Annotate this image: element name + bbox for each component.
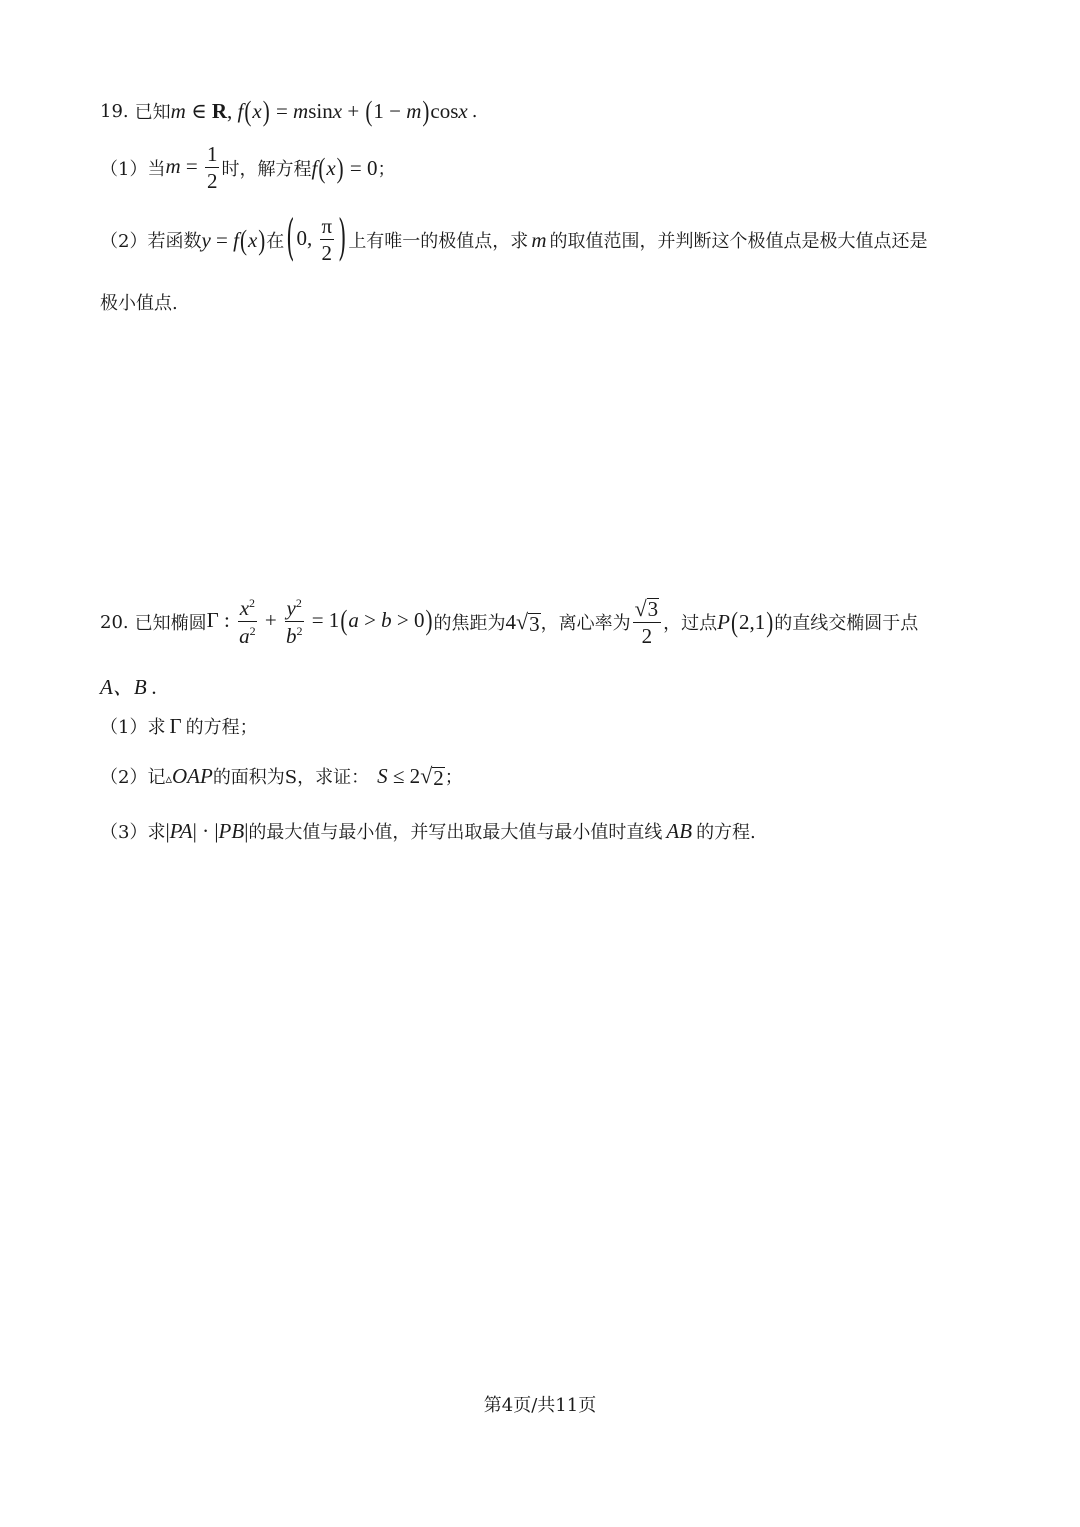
q19-statement (100, 96, 477, 126)
q19-p2-interval: (0, $\frac{\pi}{2}$ ) (286, 210, 347, 266)
q20-product: |PA| · |PB| (165, 818, 249, 843)
q20-gamma: Γ (169, 713, 182, 738)
q20-p1-end: 的方程； (185, 717, 258, 738)
q20-part3 (100, 816, 756, 846)
q20-triangle-oap: ▵OAP (165, 763, 213, 788)
q19-p2-line2: 极小值点. (100, 293, 178, 314)
q20-ecc-value: √ 3 2 (631, 598, 664, 647)
q20-p3-mid: 的最大值与最小值，并写出取最大值与最小值时直线 (248, 822, 663, 843)
q20-line2 (100, 672, 157, 700)
q19-p2-function: y = f(x) (201, 223, 266, 256)
q19-period: . (471, 100, 478, 122)
q20-point-p: P(2,1) (717, 605, 774, 638)
q20-line-end: 的直线交椭圆于点 (774, 613, 919, 634)
q19-p1-mid: 时，解方程 (221, 159, 312, 180)
q19-number: 19. (100, 100, 129, 122)
q20-p2-label: （2）记 (100, 767, 166, 788)
q20-p2-end: ； (444, 767, 463, 788)
q19-p1-equation: f(x) = 0 (311, 151, 378, 184)
q20-p3-end: 的方程. (696, 822, 756, 843)
q19-part1 (100, 143, 395, 193)
q20-ellipse-equation: Γ : $\frac{x^2}{a^2}$ + $\frac{y^2}{b^2}$ = 1(a > b > 0) (206, 596, 433, 648)
q19-part2-line2 (100, 288, 178, 316)
q20-ecc: ，离心率为 (540, 613, 631, 634)
q20-prefix: 已知椭圆 (134, 613, 207, 634)
page-footer: 第4页/共11页 (483, 1395, 597, 1416)
q19-formula: m ∈ R, f(x) = msinx + (1 − m)cosx (170, 94, 468, 127)
q19-prefix: 已知 (134, 102, 171, 123)
q20-part2 (100, 761, 463, 791)
q20-line-ab: AB (666, 818, 693, 843)
q20-p3-label: （3）求 (100, 822, 166, 843)
q19-p2-after2: 的取值范围，并判断这个极值点是极大值点还是 (549, 231, 928, 252)
q20-points-ab: A、B . (100, 675, 158, 699)
q19-p2-in: 在 (266, 231, 285, 252)
q19-part2 (100, 210, 928, 267)
q20-statement (100, 592, 918, 652)
q20-focal-value: 4 √ 3 (505, 609, 540, 636)
q19-p1-end: ； (377, 159, 396, 180)
q19-p1-condition: m = $\frac{1}{2}$ (165, 142, 218, 193)
q20-p2-mid: 的面积为S，求证： (212, 767, 370, 788)
q19-p2-after: 上有唯一的极值点，求 (348, 231, 529, 252)
q20-inequality: S ≤ 2 √ 2 (377, 763, 444, 790)
q20-part1 (100, 712, 258, 740)
q20-through: ，过点 (663, 613, 718, 634)
q19-p2-label: （2）若函数 (100, 231, 202, 252)
q19-p1-label: （1）当 (100, 159, 166, 180)
q20-p1-label: （1）求 (100, 717, 166, 738)
q20-focal: 的焦距为 (433, 613, 506, 634)
q20-number: 20. (100, 611, 129, 633)
q19-p2-var: m (531, 227, 547, 252)
